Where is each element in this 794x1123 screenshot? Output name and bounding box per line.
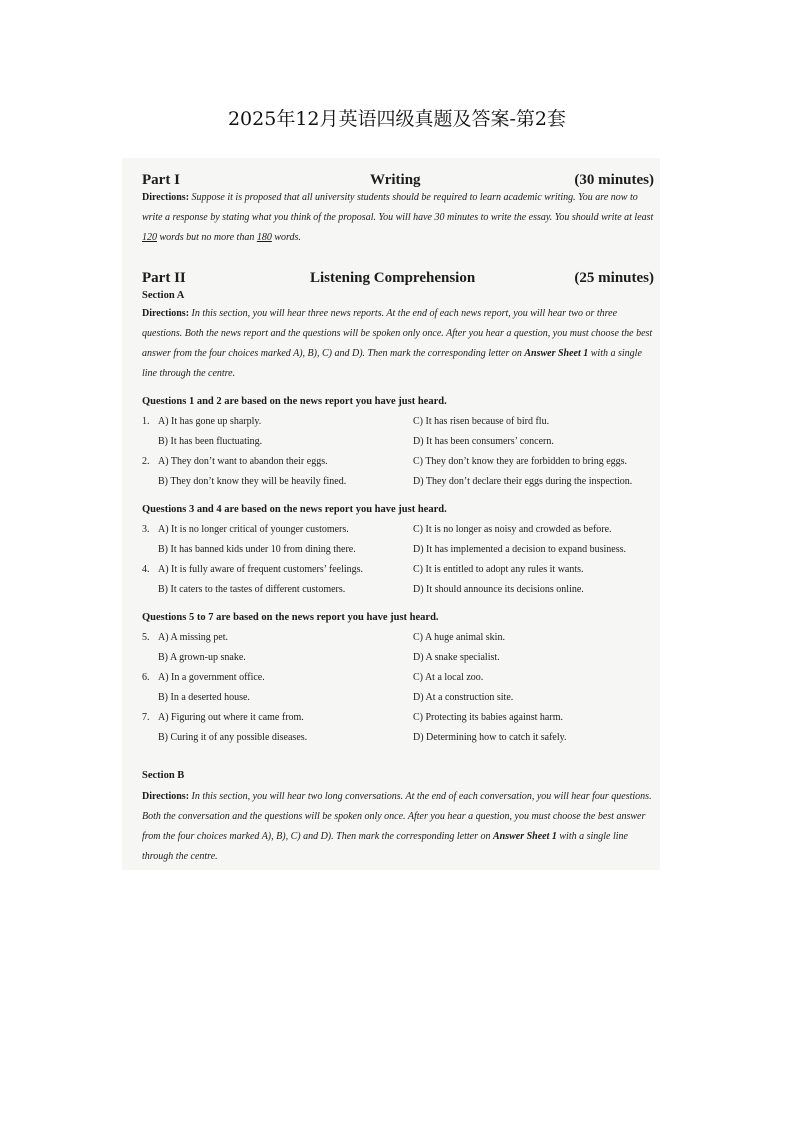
- section-a-directions: [142, 304, 654, 384]
- q5-option-a: A) A missing pet.: [158, 632, 229, 643]
- q5-option-d: D) A snake specialist.: [413, 652, 500, 663]
- q2-option-b: B) They don’t know they will be heavily fined.: [158, 476, 347, 487]
- part2-label: Part II: [142, 270, 186, 286]
- q6-option-a: A) In a government office.: [158, 672, 265, 683]
- q6-option-d: D) At a construction site.: [413, 692, 514, 703]
- q4-number: 4.: [142, 564, 150, 575]
- q4-option-a: A) It is fully aware of frequent customers’ feelings.: [158, 564, 364, 575]
- section-b-directions-end: with a single line through the centre.: [142, 831, 628, 862]
- section-a-directions-end: with a single line through the centre.: [142, 348, 642, 379]
- q3-option-d: D) It has implemented a decision to expand business.: [413, 544, 627, 555]
- q1-option-c: C) It has risen because of bird flu.: [413, 416, 550, 427]
- part2-title: Listening Comprehension: [310, 270, 476, 286]
- q7-option-b: B) Curing it of any possible diseases.: [158, 732, 308, 743]
- section-b-answer-sheet: Answer Sheet 1: [492, 831, 557, 842]
- q1-option-b: B) It has been fluctuating.: [158, 436, 263, 447]
- q1-option-d: D) It has been consumers’ concern.: [413, 436, 554, 447]
- document-title: 2025年12月英语四级真题及答案-第2套: [227, 108, 567, 130]
- q1-number: 1.: [142, 416, 150, 427]
- q5-option-c: C) A huge animal skin.: [413, 632, 505, 643]
- q5-number: 5.: [142, 632, 150, 643]
- part1-directions: [142, 188, 654, 248]
- q6-option-b: B) In a deserted house.: [158, 692, 250, 703]
- q7-option-c: C) Protecting its babies against harm.: [413, 712, 563, 723]
- part1-min-words: 120: [142, 232, 157, 243]
- q3-option-a: A) It is no longer critical of younger customers.: [158, 524, 349, 535]
- q3-option-c: C) It is no longer as noisy and crowded as before.: [413, 524, 612, 535]
- part1-label: Part I: [142, 172, 180, 188]
- q3-option-b: B) It has banned kids under 10 from dining there.: [158, 544, 356, 555]
- q2-number: 2.: [142, 456, 150, 467]
- part2-time: (25 minutes): [574, 270, 654, 286]
- q2-option-d: D) They don’t declare their eggs during the inspection.: [413, 476, 633, 487]
- q5-option-b: B) A grown-up snake.: [158, 652, 246, 663]
- questions-5-7-heading: Questions 5 to 7 are based on the news report you have just heard.: [142, 612, 439, 623]
- q7-option-a: A) Figuring out where it came from.: [158, 712, 304, 723]
- q6-option-c: C) At a local zoo.: [413, 672, 484, 683]
- q4-option-b: B) It caters to the tastes of different customers.: [158, 584, 346, 595]
- questions-3-4-heading: Questions 3 and 4 are based on the news report you have just heard.: [142, 504, 447, 515]
- part1-time: (30 minutes): [574, 172, 654, 188]
- q3-number: 3.: [142, 524, 150, 535]
- section-a-directions-text: In this section, you will hear three news reports. At the end of each news report, you will hear two or three questions. Both the news report and the questions will be spoken only once. After you hear a question, you must choose the best answer from the four choices marked A), B), C) and D). Then mark the corresponding letter on: [142, 308, 653, 359]
- section-b-directions-text: In this section, you will hear two long conversations. At the end of each conversation, you will hear four questions. Both the conversation and the questions will be spoken only once. After you hear a question, you must choose the best answer from the four choices marked A), B), C) and D). Then mark the corresponding letter on: [142, 791, 652, 842]
- section-b-directions: [142, 787, 654, 867]
- q7-option-d: D) Determining how to catch it safely.: [413, 732, 567, 743]
- part1-directions-text1: Suppose it is proposed that all university students should be required to learn academic writing. You are now to write a response by stating what you think of the proposal. You will have 30 minutes to write the essay. You should write at least: [142, 192, 654, 223]
- q1-option-a: A) It has gone up sharply.: [158, 416, 262, 427]
- part1-directions-label: Directions:: [142, 192, 190, 203]
- section-a-label: Section A: [142, 290, 185, 301]
- q4-option-c: C) It is entitled to adopt any rules it wants.: [413, 564, 584, 575]
- section-a-directions-label: Directions:: [142, 308, 190, 319]
- q2-option-c: C) They don’t know they are forbidden to bring eggs.: [413, 456, 628, 467]
- section-b-label: Section B: [142, 770, 185, 781]
- scanned-exam-page: [122, 158, 660, 870]
- q4-option-d: D) It should announce its decisions online.: [413, 584, 584, 595]
- q2-option-a: A) They don’t want to abandon their eggs.: [158, 456, 328, 467]
- questions-1-2-heading: Questions 1 and 2 are based on the news report you have just heard.: [142, 396, 447, 407]
- part1-title: Writing: [370, 172, 421, 188]
- part1-directions-text2: words but no more than: [157, 232, 257, 243]
- part1-max-words: 180: [256, 232, 272, 243]
- q7-number: 7.: [142, 712, 150, 723]
- section-a-answer-sheet: Answer Sheet 1: [524, 348, 589, 359]
- q6-number: 6.: [142, 672, 150, 683]
- part1-directions-text3: words.: [271, 232, 301, 243]
- section-b-directions-label: Directions:: [142, 791, 190, 802]
